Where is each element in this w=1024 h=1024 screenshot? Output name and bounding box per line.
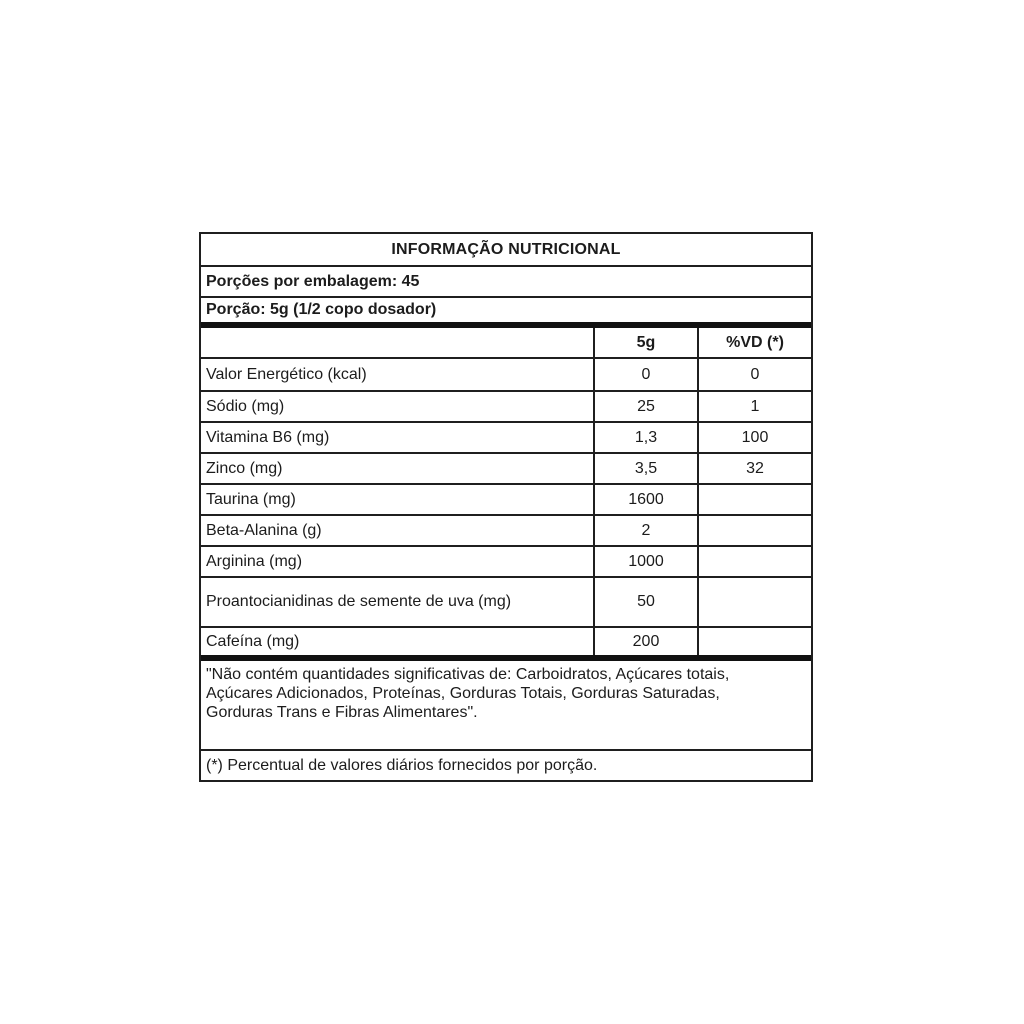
nutrient-label: Proantocianidinas de semente de uva (mg)	[206, 593, 512, 610]
nutrient-row	[201, 392, 811, 423]
nutrient-amount: 1,3	[593, 423, 697, 452]
column-header-daily-value: %VD (*)	[697, 328, 811, 357]
nutrient-amount: 2	[593, 516, 697, 545]
column-header-amount: 5g	[593, 328, 697, 357]
table-title: INFORMAÇÃO NUTRICIONAL	[201, 234, 811, 267]
nutrient-amount: 25	[593, 392, 697, 421]
nutrient-label: Beta-Alanina (g)	[206, 521, 322, 539]
nutrient-daily-value: 32	[697, 454, 811, 483]
nutrient-row	[201, 578, 811, 628]
nutrient-row	[201, 516, 811, 547]
nutrient-amount: 1600	[593, 485, 697, 514]
nutrient-row	[201, 359, 811, 392]
serving-size: Porção: 5g (1/2 copo dosador)	[201, 298, 811, 328]
nutrition-facts-table	[199, 232, 813, 782]
note-daily-values: (*) Percentual de valores diários fornecidos por porção.	[206, 757, 598, 774]
nutrient-row	[201, 547, 811, 578]
nutrient-daily-value: 1	[697, 392, 811, 421]
nutrient-amount: 50	[593, 578, 697, 626]
nutrient-daily-value	[697, 516, 811, 545]
nutrient-daily-value	[697, 578, 811, 626]
nutrient-amount: 1000	[593, 547, 697, 576]
nutrient-daily-value	[697, 547, 811, 576]
nutrient-daily-value: 0	[697, 359, 811, 390]
nutrient-rows	[201, 359, 811, 661]
nutrient-amount: 3,5	[593, 454, 697, 483]
nutrient-label: Cafeína (mg)	[206, 632, 300, 650]
nutrient-row	[201, 628, 811, 661]
nutrient-amount: 0	[593, 359, 697, 390]
nutrient-row	[201, 454, 811, 485]
nutrient-label: Zinco (mg)	[206, 459, 283, 477]
nutrient-row	[201, 485, 811, 516]
column-header-row	[201, 328, 811, 359]
nutrient-amount: 200	[593, 628, 697, 655]
nutrient-label: Valor Energético (kcal)	[206, 365, 367, 383]
nutrient-daily-value: 100	[697, 423, 811, 452]
nutrient-label: Arginina (mg)	[206, 552, 303, 570]
note-no-significant-amounts: "Não contém quantidades significativas de: Carboidratos, Açúcares totais, Açúcares Adicionados, Proteínas, Gorduras Totais, Gorduras Saturadas, Gorduras Trans e Fibras Alimentares".	[201, 661, 811, 751]
nutrient-daily-value	[697, 485, 811, 514]
nutrient-label: Taurina (mg)	[206, 490, 296, 508]
nutrient-row	[201, 423, 811, 454]
nutrient-label: Vitamina B6 (mg)	[206, 428, 330, 446]
servings-per-package: Porções por embalagem: 45	[201, 267, 811, 298]
nutrient-daily-value	[697, 628, 811, 655]
column-header-nutrient	[201, 328, 593, 357]
nutrient-label: Sódio (mg)	[206, 397, 285, 415]
